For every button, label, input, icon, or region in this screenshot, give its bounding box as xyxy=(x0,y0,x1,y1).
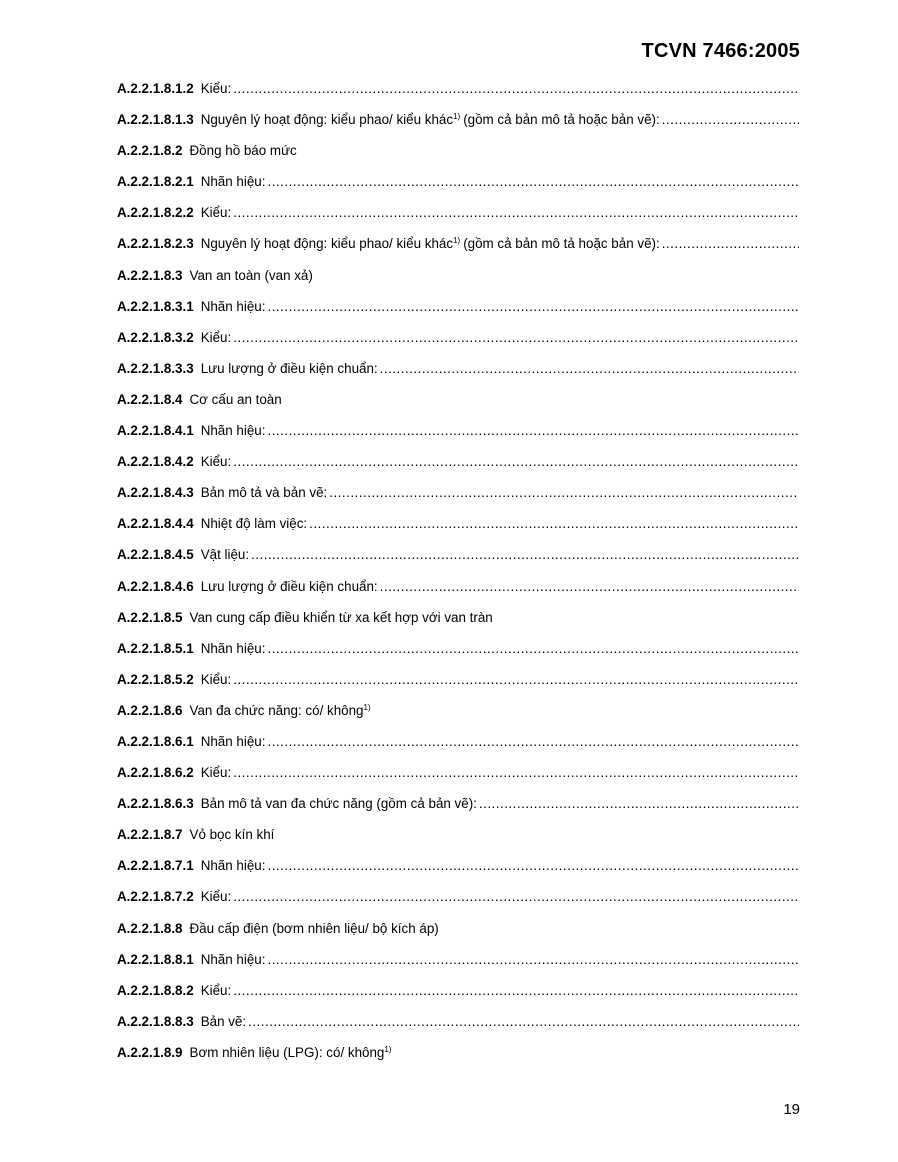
clause-label-text: Nhãn hiệu: xyxy=(200,733,266,749)
form-field-row xyxy=(117,886,799,917)
clause-number: A.2.2.1.8.6.2 xyxy=(117,765,194,781)
footnote-reference: 1) xyxy=(453,236,461,246)
clause-label-text: Vỏ bọc kín khí xyxy=(189,827,275,843)
clause-label-continuation: (gồm cả bản mô tả hoặc bản vẽ): xyxy=(463,236,660,252)
clause-label-text: Lưu lượng ở điều kiện chuẩn: xyxy=(200,360,378,376)
clause-number: A.2.2.1.8.5.2 xyxy=(117,671,194,687)
section-heading-row xyxy=(117,140,799,171)
clause-label-continuation: (gồm cả bản mô tả hoặc bản vẽ): xyxy=(463,112,660,128)
clause-number: A.2.2.1.8.3.1 xyxy=(117,298,194,314)
clause-label-text: Bơm nhiên liệu (LPG): có/ không xyxy=(189,1044,385,1060)
form-field-row xyxy=(117,544,799,575)
clause-number: A.2.2.1.8.4 xyxy=(117,391,183,407)
clause-label xyxy=(201,202,232,224)
clause-number: A.2.2.1.8.2.3 xyxy=(117,236,194,252)
dotted-fill-line xyxy=(662,233,799,255)
dotted-fill-line xyxy=(248,1011,799,1033)
footnote-reference: 1) xyxy=(384,1044,392,1054)
form-field-row xyxy=(117,233,799,264)
clause-number: A.2.2.1.8.3.2 xyxy=(117,329,194,345)
form-field-row xyxy=(117,420,799,451)
clause-label xyxy=(201,1011,246,1033)
section-heading-row xyxy=(117,265,799,296)
clause-number: A.2.2.1.8.1.2 xyxy=(117,81,194,96)
form-field-row xyxy=(117,731,799,762)
clause-label xyxy=(201,358,378,380)
footnote-reference: 1) xyxy=(453,112,461,122)
clause-label-text: Vật liệu: xyxy=(200,547,250,563)
clause-label xyxy=(201,793,477,815)
form-entry-list xyxy=(117,78,799,1073)
clause-number: A.2.2.1.8.4.5 xyxy=(117,547,194,563)
clause-number: A.2.2.1.8.8 xyxy=(117,920,183,936)
form-field-row xyxy=(117,762,799,793)
form-field-row xyxy=(117,202,799,233)
form-field-row xyxy=(117,793,799,824)
form-field-row xyxy=(117,513,799,544)
clause-label-text: Van đa chức năng: có/ không xyxy=(189,702,364,718)
clause-number: A.2.2.1.8.4.4 xyxy=(117,516,194,532)
clause-number: A.2.2.1.8.6 xyxy=(117,702,183,718)
clause-label xyxy=(201,78,232,100)
clause-label xyxy=(190,140,297,162)
clause-number: A.2.2.1.8.4.1 xyxy=(117,423,194,439)
clause-label xyxy=(201,296,266,318)
dotted-fill-line xyxy=(267,855,799,877)
form-field-row xyxy=(117,669,799,700)
clause-label xyxy=(190,1042,392,1064)
section-heading-row xyxy=(117,824,799,855)
clause-number: A.2.2.1.8.4.2 xyxy=(117,454,194,470)
clause-number: A.2.2.1.8.4.3 xyxy=(117,485,194,501)
clause-number: A.2.2.1.8.5 xyxy=(117,609,183,625)
form-field-row xyxy=(117,576,799,607)
clause-number: A.2.2.1.8.8.3 xyxy=(117,1013,194,1029)
form-field-row xyxy=(117,949,799,980)
clause-label-text: Van cung cấp điều khiển từ xa kết hợp với van tràn xyxy=(189,609,493,625)
clause-number: A.2.2.1.8.2 xyxy=(117,143,183,159)
dotted-fill-line xyxy=(309,513,799,535)
dotted-fill-line xyxy=(233,451,799,473)
clause-label xyxy=(190,700,371,722)
clause-label-text: Nhãn hiệu: xyxy=(200,640,266,656)
clause-label xyxy=(201,638,266,660)
dotted-fill-line xyxy=(380,358,799,380)
dotted-fill-line xyxy=(479,793,799,815)
clause-label-text: Nhãn hiệu: xyxy=(200,298,266,314)
form-field-row xyxy=(117,980,799,1011)
clause-number: A.2.2.1.8.7.1 xyxy=(117,858,194,874)
section-heading-row xyxy=(117,607,799,638)
form-field-row xyxy=(117,638,799,669)
clause-label xyxy=(201,482,328,504)
clause-label xyxy=(190,389,282,411)
clause-label xyxy=(201,980,232,1002)
page-number: 19 xyxy=(783,1101,800,1118)
clause-number: A.2.2.1.8.5.1 xyxy=(117,640,194,656)
clause-number: A.2.2.1.8.8.2 xyxy=(117,982,194,998)
clause-label-text: Van an toàn (van xả) xyxy=(189,267,313,283)
clause-label xyxy=(201,451,232,473)
clause-label-text: Nguyên lý hoạt động: kiểu phao/ kiểu khác xyxy=(200,112,454,128)
clause-label-text: Kiểu: xyxy=(200,454,232,470)
clause-label-text: Kiểu: xyxy=(200,982,232,998)
dotted-fill-line xyxy=(380,576,799,598)
clause-number: A.2.2.1.8.7.2 xyxy=(117,889,194,905)
clause-label-text: Bản vẽ: xyxy=(200,1013,247,1029)
clause-label-text: Lưu lượng ở điều kiện chuẩn: xyxy=(200,578,378,594)
clause-label-text: Đầu cấp điện (bơm nhiên liệu/ bộ kích áp) xyxy=(189,920,439,936)
section-heading-row xyxy=(117,389,799,420)
form-field-row xyxy=(117,78,799,109)
dotted-fill-line xyxy=(233,327,799,349)
document-standard-code: TCVN 7466:2005 xyxy=(641,40,800,62)
clause-label xyxy=(201,731,266,753)
dotted-fill-line xyxy=(267,296,799,318)
section-heading-row xyxy=(117,1042,799,1073)
clause-number: A.2.2.1.8.3.3 xyxy=(117,360,194,376)
dotted-fill-line xyxy=(329,482,799,504)
form-field-row xyxy=(117,358,799,389)
form-field-row xyxy=(117,451,799,482)
clause-label-text: Nhiệt độ làm việc: xyxy=(200,516,308,532)
dotted-fill-line xyxy=(233,669,799,691)
clause-label-text: Bản mô tả và bản vẽ: xyxy=(200,485,328,501)
clause-label xyxy=(201,855,266,877)
clause-label-text: Bản mô tả van đa chức năng (gồm cả bản vẽ): xyxy=(200,796,477,812)
clause-label xyxy=(201,544,249,566)
clause-number: A.2.2.1.8.6.3 xyxy=(117,796,194,812)
clause-label xyxy=(201,762,232,784)
clause-label-text: Nhãn hiệu: xyxy=(200,951,266,967)
dotted-fill-line xyxy=(267,949,799,971)
form-field-row xyxy=(117,171,799,202)
dotted-fill-line xyxy=(662,109,799,131)
clause-label xyxy=(201,513,307,535)
dotted-fill-line xyxy=(233,886,799,908)
clause-label-text: Nhãn hiệu: xyxy=(200,174,266,190)
form-field-row xyxy=(117,482,799,513)
form-field-row xyxy=(117,855,799,886)
dotted-fill-line xyxy=(233,202,799,224)
clause-number: A.2.2.1.8.2.2 xyxy=(117,205,194,221)
clause-label xyxy=(201,171,266,193)
clause-label xyxy=(201,949,266,971)
clause-label xyxy=(190,607,493,629)
section-heading-row xyxy=(117,700,799,731)
clause-label xyxy=(201,327,232,349)
clause-label-text: Kiểu: xyxy=(200,205,232,221)
clause-label xyxy=(201,576,378,598)
clause-label-text: Cơ cấu an toàn xyxy=(189,391,282,407)
dotted-fill-line xyxy=(233,980,799,1002)
clause-number: A.2.2.1.8.6.1 xyxy=(117,733,194,749)
clause-number: A.2.2.1.8.1.3 xyxy=(117,112,194,128)
dotted-fill-line xyxy=(267,420,799,442)
clause-label-text: Kiểu: xyxy=(200,889,232,905)
clause-label-text: Kiểu: xyxy=(200,765,232,781)
dotted-fill-line xyxy=(267,638,799,660)
clause-label xyxy=(201,886,232,908)
clause-label-text: Kiểu: xyxy=(200,81,232,96)
clause-number: A.2.2.1.8.8.1 xyxy=(117,951,194,967)
footnote-reference: 1) xyxy=(363,702,371,712)
form-field-row xyxy=(117,1011,799,1042)
clause-label xyxy=(190,824,275,846)
form-field-row xyxy=(117,109,799,140)
clause-label-text: Nhãn hiệu: xyxy=(200,858,266,874)
dotted-fill-line xyxy=(251,544,799,566)
clause-number: A.2.2.1.8.4.6 xyxy=(117,578,194,594)
clause-label xyxy=(190,918,439,940)
clause-label xyxy=(201,669,232,691)
clause-number: A.2.2.1.8.7 xyxy=(117,827,183,843)
clause-label xyxy=(201,233,461,255)
clause-label-text: Đồng hồ báo mức xyxy=(189,143,297,159)
clause-label xyxy=(201,420,266,442)
clause-label xyxy=(201,109,461,131)
form-field-row xyxy=(117,327,799,358)
dotted-fill-line xyxy=(267,731,799,753)
form-field-row xyxy=(117,296,799,327)
clause-label-text: Kiểu: xyxy=(200,671,232,687)
dotted-fill-line xyxy=(233,762,799,784)
clause-label-text: Nguyên lý hoạt động: kiểu phao/ kiểu khác xyxy=(200,236,454,252)
clause-number: A.2.2.1.8.3 xyxy=(117,267,183,283)
dotted-fill-line xyxy=(267,171,799,193)
dotted-fill-line xyxy=(233,78,799,100)
clause-label-text: Nhãn hiệu: xyxy=(200,423,266,439)
clause-label-text: Kiểu: xyxy=(200,329,232,345)
section-heading-row xyxy=(117,918,799,949)
clause-number: A.2.2.1.8.2.1 xyxy=(117,174,194,190)
clause-label xyxy=(190,265,313,287)
clause-number: A.2.2.1.8.9 xyxy=(117,1044,183,1060)
